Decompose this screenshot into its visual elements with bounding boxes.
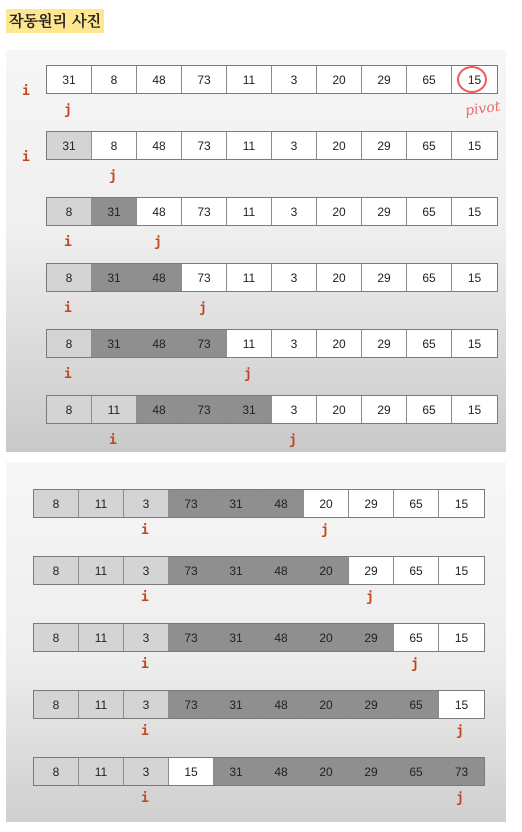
pointer-i: i: [64, 301, 72, 316]
array-cell: 31: [92, 264, 137, 291]
array-cell: 11: [79, 557, 124, 584]
array-cell: 73: [182, 396, 227, 423]
array-cell: 29: [362, 132, 407, 159]
pointer-i: i: [141, 791, 149, 806]
array-cell: 48: [137, 132, 182, 159]
array-cell: 8: [34, 557, 79, 584]
array-row: [46, 131, 498, 160]
array-cell: 3: [272, 198, 317, 225]
array-cell: 65: [394, 624, 439, 651]
array-cell: 65: [394, 490, 439, 517]
array-cell: 73: [182, 198, 227, 225]
array-cell: 20: [317, 330, 362, 357]
array-cell: 11: [79, 691, 124, 718]
array-row: [46, 197, 498, 226]
pointer-j: j: [244, 367, 252, 382]
array-cell: 73: [182, 132, 227, 159]
array-cell: 20: [304, 758, 349, 785]
array-row: [33, 623, 485, 652]
pointer-i: i: [141, 590, 149, 605]
array-cell: 20: [317, 396, 362, 423]
pointer-j: j: [109, 169, 117, 184]
array-cell: 8: [92, 132, 137, 159]
array-cell: 65: [407, 330, 452, 357]
array-cell: 20: [317, 264, 362, 291]
page-title: 작동원리 사진: [6, 9, 104, 33]
array-cell: 15: [452, 132, 497, 159]
pointer-j: j: [64, 103, 72, 118]
array-cell: 3: [124, 490, 169, 517]
pointer-i: i: [141, 724, 149, 739]
array-cell: 31: [227, 396, 272, 423]
array-cell: 3: [124, 624, 169, 651]
array-cell: 8: [34, 624, 79, 651]
array-row: [33, 489, 485, 518]
array-cell: 8: [47, 396, 92, 423]
array-cell: 15: [439, 624, 484, 651]
array-cell: 8: [34, 490, 79, 517]
array-cell: 8: [34, 691, 79, 718]
array-cell: 31: [47, 132, 92, 159]
array-cell: 48: [137, 198, 182, 225]
array-cell: 31: [214, 691, 259, 718]
array-row: [46, 65, 498, 94]
array-cell: 20: [317, 132, 362, 159]
pointer-j: j: [321, 523, 329, 538]
pointer-j: j: [456, 724, 464, 739]
array-row: [46, 263, 498, 292]
array-cell: 31: [214, 557, 259, 584]
pointer-j: j: [289, 433, 297, 448]
array-cell: 15: [439, 490, 484, 517]
array-cell: 3: [272, 264, 317, 291]
pointer-j: j: [411, 657, 419, 672]
array-cell: 73: [182, 330, 227, 357]
pointer-j: j: [154, 235, 162, 250]
array-cell: 15: [452, 198, 497, 225]
array-cell: 29: [349, 758, 394, 785]
array-cell: 15: [439, 557, 484, 584]
array-cell: 11: [227, 330, 272, 357]
array-cell: 11: [227, 66, 272, 93]
array-cell: 29: [349, 557, 394, 584]
array-cell: 8: [34, 758, 79, 785]
array-cell: 31: [92, 198, 137, 225]
array-cell: 11: [227, 264, 272, 291]
array-cell: 11: [79, 758, 124, 785]
array-cell: 11: [92, 396, 137, 423]
array-row: [46, 395, 498, 424]
array-row: [33, 556, 485, 585]
array-cell: 31: [214, 624, 259, 651]
array-cell: 3: [272, 132, 317, 159]
array-cell: 48: [137, 66, 182, 93]
array-cell: 31: [214, 490, 259, 517]
pointer-i: i: [64, 367, 72, 382]
array-cell: 15: [452, 396, 497, 423]
array-cell: 31: [47, 66, 92, 93]
array-cell: 73: [169, 490, 214, 517]
array-cell: 8: [47, 198, 92, 225]
array-cell: 11: [227, 132, 272, 159]
array-row: [33, 690, 485, 719]
array-cell: 20: [317, 66, 362, 93]
array-cell: 31: [92, 330, 137, 357]
pointer-i: i: [109, 433, 117, 448]
array-cell: 3: [272, 330, 317, 357]
array-cell: 65: [394, 758, 439, 785]
pointer-i: i: [141, 523, 149, 538]
array-cell: 65: [407, 198, 452, 225]
array-cell: 15: [452, 264, 497, 291]
array-cell: 73: [169, 557, 214, 584]
array-cell: 48: [137, 396, 182, 423]
array-cell: 48: [259, 557, 304, 584]
array-cell: 65: [394, 691, 439, 718]
array-cell: 65: [407, 396, 452, 423]
array-cell: 48: [137, 264, 182, 291]
array-cell: 73: [169, 691, 214, 718]
array-cell: 29: [362, 66, 407, 93]
pointer-j: j: [199, 301, 207, 316]
array-cell: 29: [362, 264, 407, 291]
array-row: [46, 329, 498, 358]
pointer-i: i: [22, 150, 30, 165]
array-cell: 73: [182, 264, 227, 291]
array-cell: 3: [272, 396, 317, 423]
array-cell: 29: [349, 624, 394, 651]
array-cell: 20: [317, 198, 362, 225]
quicksort-panel-bottom: [6, 462, 506, 822]
array-cell: 29: [362, 330, 407, 357]
array-cell: 20: [304, 624, 349, 651]
array-cell: 8: [47, 264, 92, 291]
array-cell: 65: [407, 132, 452, 159]
pointer-j: j: [366, 590, 374, 605]
array-cell: 8: [92, 66, 137, 93]
array-cell: 15: [439, 691, 484, 718]
array-cell: 48: [259, 624, 304, 651]
array-cell: 48: [259, 691, 304, 718]
array-cell: 29: [362, 198, 407, 225]
pointer-i: i: [141, 657, 149, 672]
array-cell: 48: [137, 330, 182, 357]
array-cell: 3: [124, 758, 169, 785]
array-cell: 3: [124, 557, 169, 584]
array-cell: 3: [124, 691, 169, 718]
array-cell: 11: [227, 198, 272, 225]
array-cell: 20: [304, 557, 349, 584]
array-cell: 73: [169, 624, 214, 651]
pointer-j: j: [456, 791, 464, 806]
quicksort-panel-top: [6, 50, 506, 452]
pivot-circle-annotation: [457, 66, 487, 93]
array-row: [33, 757, 485, 786]
array-cell: 11: [79, 490, 124, 517]
array-cell: 3: [272, 66, 317, 93]
array-cell: 29: [349, 691, 394, 718]
array-cell: 29: [362, 396, 407, 423]
pointer-i: i: [64, 235, 72, 250]
array-cell: 31: [214, 758, 259, 785]
array-cell: 73: [439, 758, 484, 785]
array-cell: 48: [259, 490, 304, 517]
array-cell: 20: [304, 490, 349, 517]
array-cell: 65: [407, 264, 452, 291]
array-cell: 15: [452, 330, 497, 357]
array-cell: 65: [407, 66, 452, 93]
array-cell: 15: [169, 758, 214, 785]
array-cell: 20: [304, 691, 349, 718]
array-cell: 65: [394, 557, 439, 584]
array-cell: 15: [452, 66, 497, 93]
array-cell: 29: [349, 490, 394, 517]
array-cell: 8: [47, 330, 92, 357]
pivot-note: pivot: [464, 98, 502, 120]
array-cell: 11: [79, 624, 124, 651]
pointer-i: i: [22, 84, 30, 99]
array-cell: 48: [259, 758, 304, 785]
array-cell: 73: [182, 66, 227, 93]
